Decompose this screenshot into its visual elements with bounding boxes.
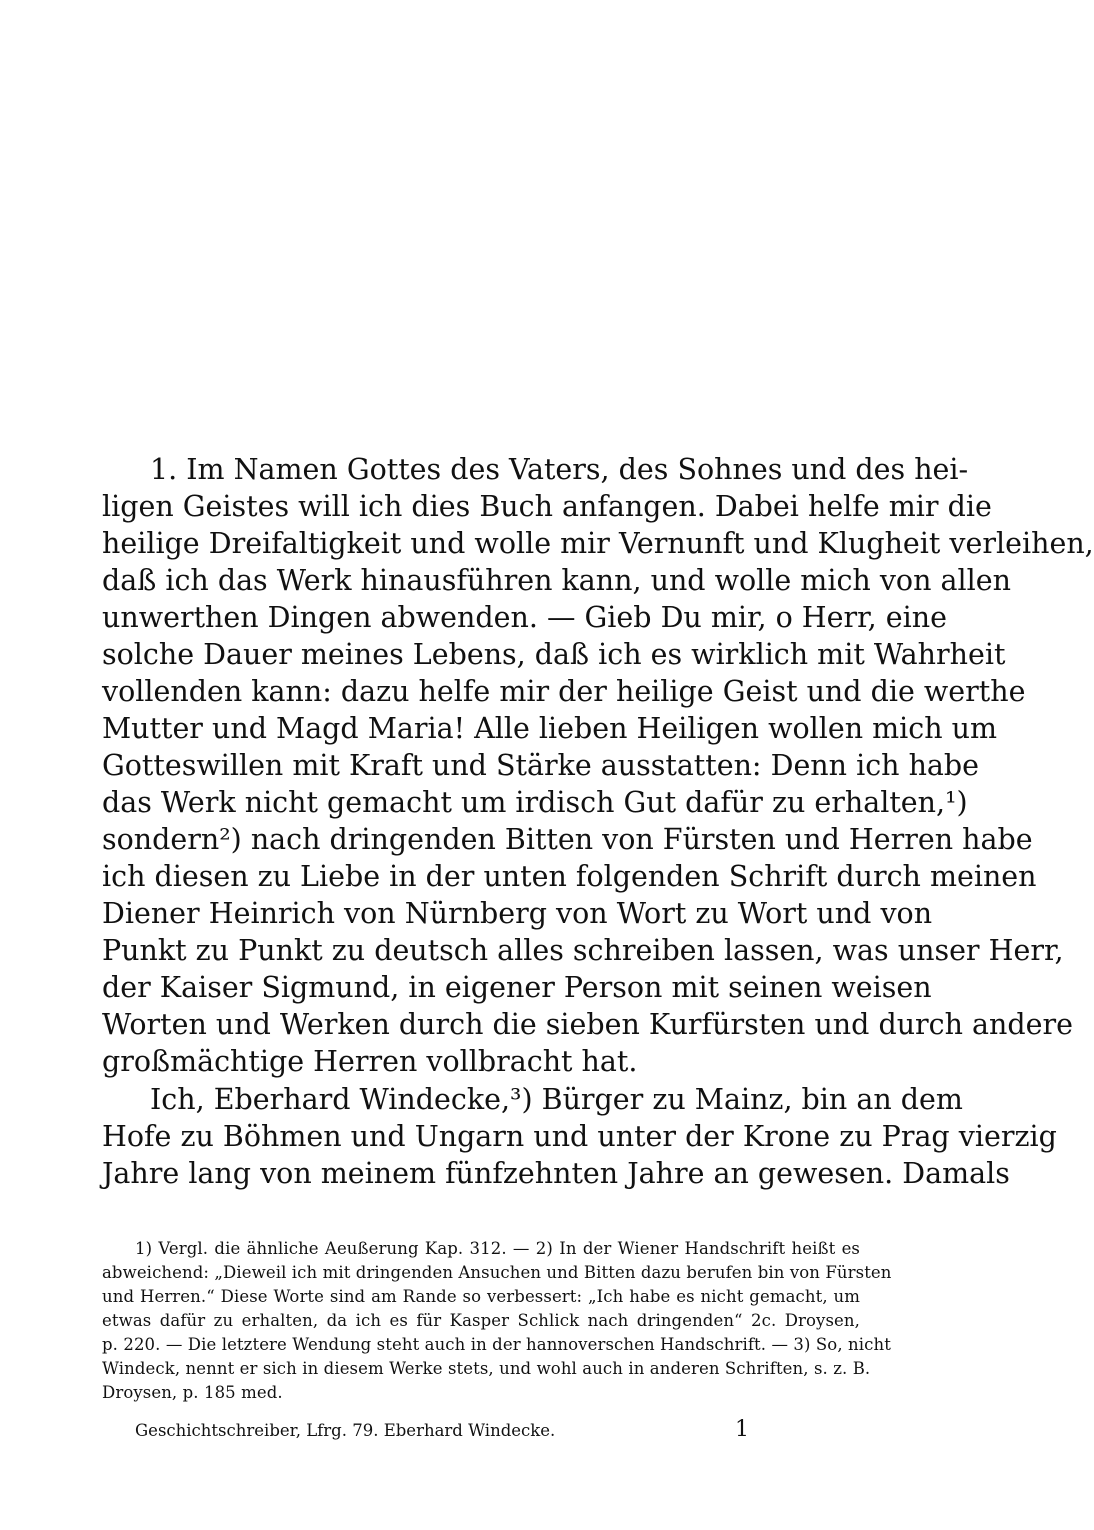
- footnote-line: Windeck, nennt er sich in diesem Werke stets, und wohl auch in anderen Schriften, s. z. B.: [102, 1359, 871, 1378]
- body-line: 1. Im Namen Gottes des Vaters, des Sohnes und des hei-: [150, 453, 969, 486]
- body-line: der Kaiser Sigmund, in eigener Person mit seinen weisen: [102, 971, 932, 1004]
- signature-mark: Geschichtschreiber, Lfrg. 79. Eberhard Windecke.: [135, 1421, 556, 1440]
- body-line: Diener Heinrich von Nürnberg von Wort zu Wort und von: [102, 897, 933, 930]
- body-line: Hofe zu Böhmen und Ungarn und unter der Krone zu Prag vierzig: [102, 1120, 1057, 1153]
- body-line: sondern²) nach dringenden Bitten von Fürsten und Herren habe: [102, 823, 1033, 856]
- body-line: Ich, Eberhard Windecke,³) Bürger zu Mainz, bin an dem: [150, 1083, 963, 1116]
- body-line: daß ich das Werk hinausführen kann, und wolle mich von allen: [102, 564, 1011, 597]
- body-line: unwerthen Dingen abwenden. — Gieb Du mir, o Herr, eine: [102, 601, 947, 634]
- body-line: ich diesen zu Liebe in der unten folgenden Schrift durch meinen: [102, 860, 1037, 893]
- body-line: Worten und Werken durch die sieben Kurfürsten und durch andere: [102, 1008, 1074, 1041]
- footnote-line-last: Droysen, p. 185 med.: [102, 1383, 283, 1402]
- body-line: heilige Dreifaltigkeit und wolle mir Vernunft und Klugheit verleihen,: [102, 527, 1094, 560]
- body-line: Mutter und Magd Maria! Alle lieben Heiligen wollen mich um: [102, 712, 998, 745]
- body-line: vollenden kann: dazu helfe mir der heilige Geist und die werthe: [102, 675, 1026, 708]
- footnote-line: 1) Vergl. die ähnliche Aeußerung Kap. 312. — 2) In der Wiener Handschrift heißt es: [135, 1239, 860, 1258]
- body-line-last: großmächtige Herren vollbracht hat.: [102, 1045, 638, 1078]
- footnote-line: p. 220. — Die letztere Wendung steht auch in der hannoverschen Handschrift. — 3) So, nicht: [102, 1335, 891, 1354]
- body-line: das Werk nicht gemacht um irdisch Gut dafür zu erhalten,¹): [102, 786, 968, 819]
- body-line: ligen Geistes will ich dies Buch anfangen. Dabei helfe mir die: [102, 490, 992, 523]
- footnote-line: und Herren.“ Diese Worte sind am Rande so verbessert: „Ich habe es nicht gemacht, um: [102, 1287, 860, 1306]
- footnote-line: etwas dafür zu erhalten, da ich es für Kasper Schlick nach dringenden“ 2c. Droysen,: [102, 1311, 860, 1330]
- body-line: Punkt zu Punkt zu deutsch alles schreiben lassen, was unser Herr,: [102, 934, 1064, 967]
- body-line: solche Dauer meines Lebens, daß ich es wirklich mit Wahrheit: [102, 638, 1006, 671]
- body-line: Jahre lang von meinem fünfzehnten Jahre an gewesen. Damals: [102, 1157, 1010, 1190]
- body-line: Gotteswillen mit Kraft und Stärke ausstatten: Denn ich habe: [102, 749, 980, 782]
- footnote-line: abweichend: „Dieweil ich mit dringenden Ansuchen und Bitten dazu berufen bin von Fürsten: [102, 1263, 892, 1282]
- page-number: 1: [735, 1417, 749, 1442]
